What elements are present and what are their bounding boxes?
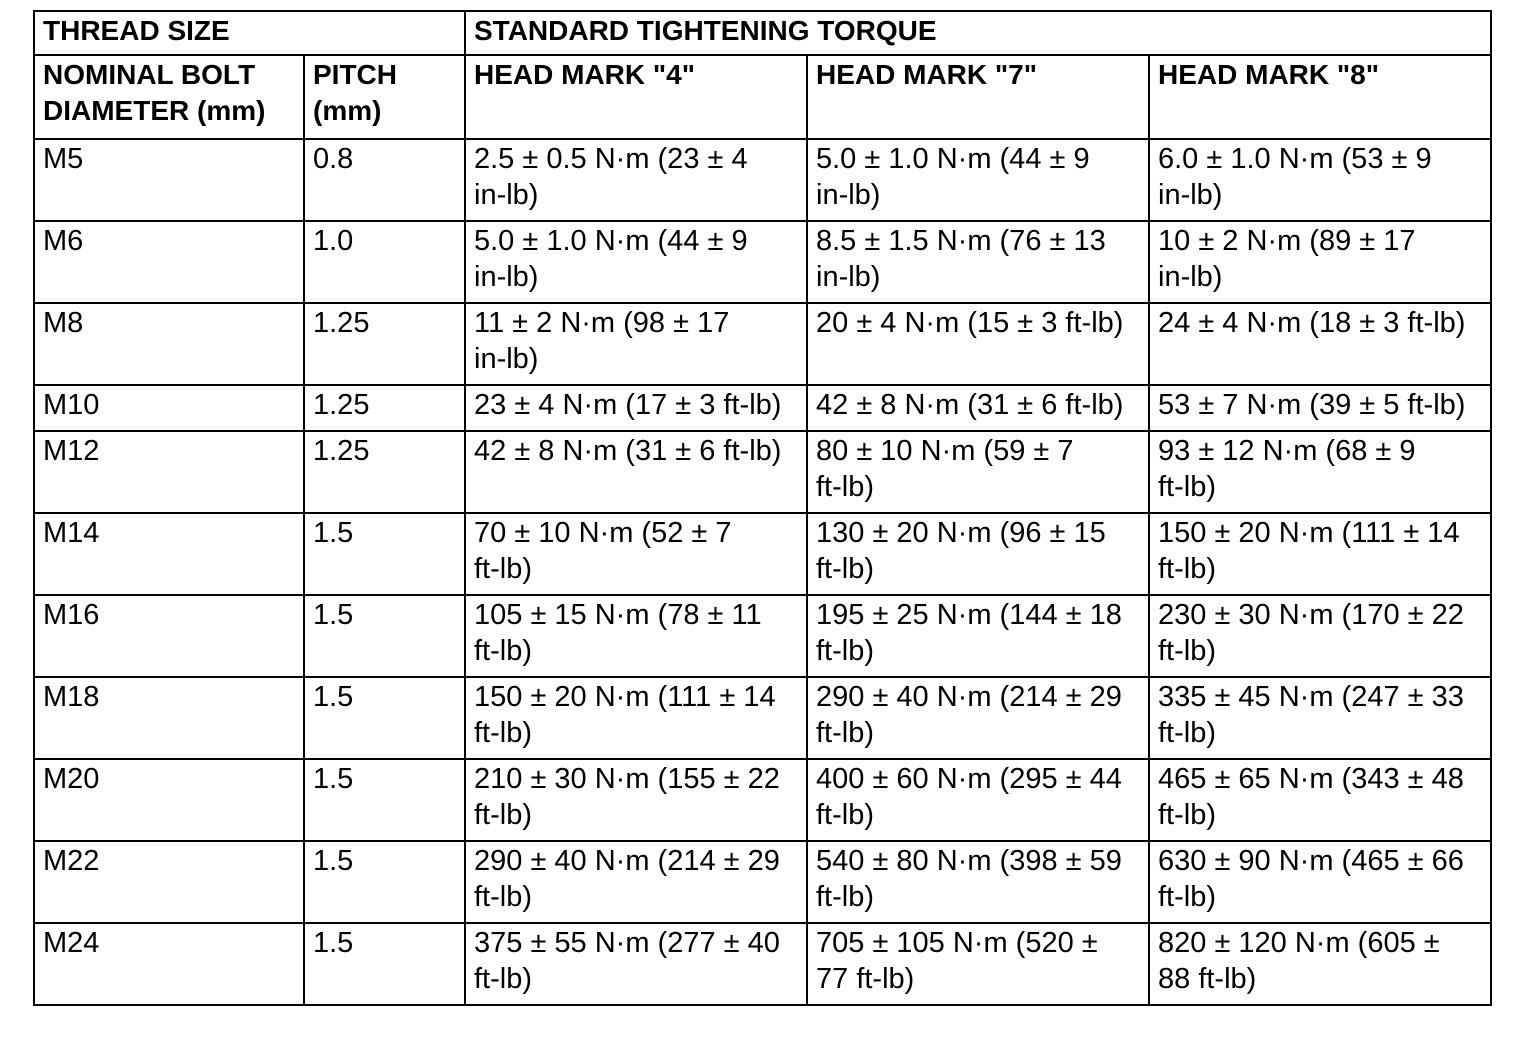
table-row — [34, 221, 1491, 303]
table-row — [34, 923, 1491, 1005]
torque-mark-7-cell: 5.0 ± 1.0 N·m (44 ± 9 in-lb) — [807, 139, 1149, 221]
table-row — [34, 513, 1491, 595]
torque-mark-7-cell: 400 ± 60 N·m (295 ± 44 ft-lb) — [807, 759, 1149, 841]
thread-size-header: THREAD SIZE — [34, 11, 465, 55]
torque-mark-7-cell: 42 ± 8 N·m (31 ± 6 ft-lb) — [807, 385, 1149, 431]
torque-mark-4-cell: 11 ± 2 N·m (98 ± 17 in-lb) — [465, 303, 807, 385]
pitch-cell: 1.25 — [304, 431, 465, 513]
torque-mark-8-cell: 53 ± 7 N·m (39 ± 5 ft-lb) — [1149, 385, 1491, 431]
pitch-cell: 1.5 — [304, 923, 465, 1005]
pitch-header: PITCH (mm) — [304, 55, 465, 139]
torque-mark-4-cell: 105 ± 15 N·m (78 ± 11 ft-lb) — [465, 595, 807, 677]
header-row-sub — [34, 55, 1491, 139]
nominal-diameter-header: NOMINAL BOLT DIAMETER (mm) — [34, 55, 304, 139]
pitch-cell: 1.25 — [304, 385, 465, 431]
bolt-size-cell: M18 — [34, 677, 304, 759]
head-mark-8-header: HEAD MARK "8" — [1149, 55, 1491, 139]
table-row — [34, 385, 1491, 431]
header-row-top — [34, 11, 1491, 55]
bolt-size-cell: M22 — [34, 841, 304, 923]
torque-mark-7-cell: 195 ± 25 N·m (144 ± 18 ft-lb) — [807, 595, 1149, 677]
torque-mark-7-cell: 290 ± 40 N·m (214 ± 29 ft-lb) — [807, 677, 1149, 759]
torque-mark-8-cell: 230 ± 30 N·m (170 ± 22 ft-lb) — [1149, 595, 1491, 677]
bolt-size-cell: M12 — [34, 431, 304, 513]
head-mark-4-header: HEAD MARK "4" — [465, 55, 807, 139]
pitch-cell: 1.5 — [304, 759, 465, 841]
torque-mark-4-cell: 5.0 ± 1.0 N·m (44 ± 9 in-lb) — [465, 221, 807, 303]
pitch-cell: 0.8 — [304, 139, 465, 221]
torque-mark-4-cell: 290 ± 40 N·m (214 ± 29 ft-lb) — [465, 841, 807, 923]
bolt-size-cell: M10 — [34, 385, 304, 431]
torque-mark-4-cell: 70 ± 10 N·m (52 ± 7 ft-lb) — [465, 513, 807, 595]
torque-mark-4-cell: 2.5 ± 0.5 N·m (23 ± 4 in-lb) — [465, 139, 807, 221]
torque-mark-8-cell: 465 ± 65 N·m (343 ± 48 ft-lb) — [1149, 759, 1491, 841]
standard-torque-header: STANDARD TIGHTENING TORQUE — [465, 11, 1491, 55]
bolt-size-cell: M5 — [34, 139, 304, 221]
torque-mark-4-cell: 42 ± 8 N·m (31 ± 6 ft-lb) — [465, 431, 807, 513]
torque-mark-7-cell: 130 ± 20 N·m (96 ± 15 ft-lb) — [807, 513, 1149, 595]
torque-mark-4-cell: 210 ± 30 N·m (155 ± 22 ft-lb) — [465, 759, 807, 841]
table-row — [34, 677, 1491, 759]
bolt-size-cell: M24 — [34, 923, 304, 1005]
pitch-cell: 1.5 — [304, 677, 465, 759]
pitch-cell: 1.25 — [304, 303, 465, 385]
torque-table-body — [34, 11, 1491, 1005]
table-row — [34, 303, 1491, 385]
table-row — [34, 595, 1491, 677]
bolt-size-cell: M6 — [34, 221, 304, 303]
torque-mark-8-cell: 93 ± 12 N·m (68 ± 9 ft-lb) — [1149, 431, 1491, 513]
torque-mark-4-cell: 23 ± 4 N·m (17 ± 3 ft-lb) — [465, 385, 807, 431]
bolt-size-cell: M14 — [34, 513, 304, 595]
torque-mark-4-cell: 150 ± 20 N·m (111 ± 14 ft-lb) — [465, 677, 807, 759]
torque-mark-7-cell: 705 ± 105 N·m (520 ± 77 ft-lb) — [807, 923, 1149, 1005]
torque-mark-7-cell: 540 ± 80 N·m (398 ± 59 ft-lb) — [807, 841, 1149, 923]
torque-table — [33, 10, 1492, 1006]
torque-mark-8-cell: 6.0 ± 1.0 N·m (53 ± 9 in-lb) — [1149, 139, 1491, 221]
torque-mark-8-cell: 820 ± 120 N·m (605 ± 88 ft-lb) — [1149, 923, 1491, 1005]
pitch-cell: 1.5 — [304, 513, 465, 595]
torque-mark-8-cell: 150 ± 20 N·m (111 ± 14 ft-lb) — [1149, 513, 1491, 595]
torque-mark-7-cell: 8.5 ± 1.5 N·m (76 ± 13 in-lb) — [807, 221, 1149, 303]
table-row — [34, 139, 1491, 221]
torque-mark-8-cell: 630 ± 90 N·m (465 ± 66 ft-lb) — [1149, 841, 1491, 923]
bolt-size-cell: M8 — [34, 303, 304, 385]
bolt-size-cell: M16 — [34, 595, 304, 677]
pitch-cell: 1.5 — [304, 841, 465, 923]
head-mark-7-header: HEAD MARK "7" — [807, 55, 1149, 139]
bolt-size-cell: M20 — [34, 759, 304, 841]
table-row — [34, 841, 1491, 923]
torque-mark-8-cell: 335 ± 45 N·m (247 ± 33 ft-lb) — [1149, 677, 1491, 759]
pitch-cell: 1.0 — [304, 221, 465, 303]
torque-mark-7-cell: 80 ± 10 N·m (59 ± 7 ft-lb) — [807, 431, 1149, 513]
table-row — [34, 431, 1491, 513]
torque-mark-7-cell: 20 ± 4 N·m (15 ± 3 ft-lb) — [807, 303, 1149, 385]
table-row — [34, 759, 1491, 841]
torque-mark-8-cell: 24 ± 4 N·m (18 ± 3 ft-lb) — [1149, 303, 1491, 385]
torque-mark-4-cell: 375 ± 55 N·m (277 ± 40 ft-lb) — [465, 923, 807, 1005]
torque-mark-8-cell: 10 ± 2 N·m (89 ± 17 in-lb) — [1149, 221, 1491, 303]
pitch-cell: 1.5 — [304, 595, 465, 677]
